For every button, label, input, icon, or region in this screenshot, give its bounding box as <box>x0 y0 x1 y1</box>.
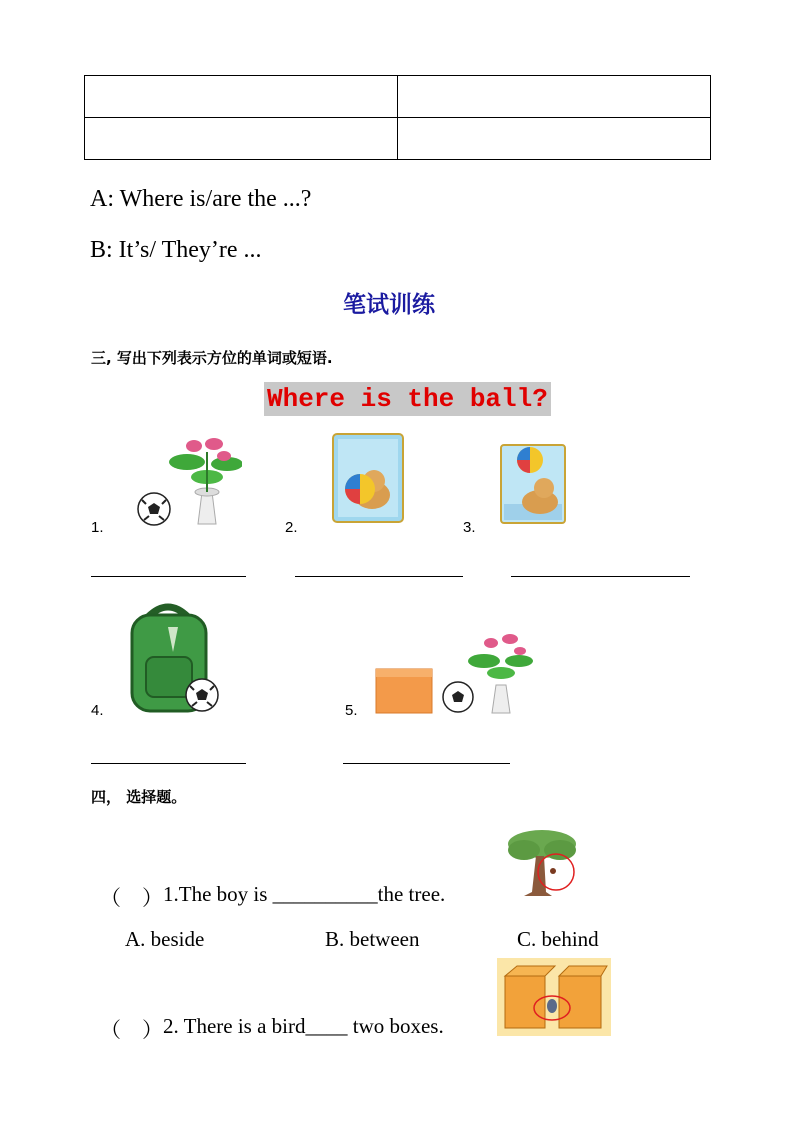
part3-heading: 三, 写出下列表示方位的单词或短语. <box>91 349 333 367</box>
ball-banner: Where is the ball? <box>264 382 551 416</box>
boy-icon <box>550 868 556 874</box>
item-number-3: 3. <box>463 519 476 536</box>
q2-text: 2. There is a bird____ two boxes. <box>163 1014 444 1038</box>
plant-icon <box>468 634 533 713</box>
answer-line-2[interactable] <box>295 576 463 577</box>
dialog-line-b: B: It’s/ They’re ... <box>90 237 262 263</box>
item-number-4: 4. <box>91 702 104 719</box>
table-row <box>85 118 711 160</box>
q2-paren[interactable]: （ ） <box>100 1018 163 1042</box>
box-icon <box>376 669 432 713</box>
tree-icon <box>508 830 576 896</box>
item-number-5: 5. <box>345 702 358 719</box>
answer-line-1[interactable] <box>91 576 246 577</box>
soccer-ball-icon <box>138 493 170 525</box>
ball-beside-plant-picture <box>132 432 242 528</box>
answer-line-5[interactable] <box>343 763 510 764</box>
ball-beside-backpack-picture <box>128 597 222 715</box>
table-row <box>85 76 711 118</box>
q1-option-c[interactable]: C. behind <box>517 927 599 951</box>
dialog-line-a: A: Where is/are the ...? <box>90 186 312 212</box>
q1-text: 1.The boy is __________the tree. <box>163 882 446 906</box>
plant-icon <box>169 438 242 524</box>
soccer-ball-icon <box>186 679 218 711</box>
q1-option-a[interactable]: A. beside <box>125 927 205 951</box>
q1-option-b[interactable]: B. between <box>325 927 420 951</box>
bird-between-boxes-picture <box>497 958 611 1036</box>
table-cell <box>398 76 711 118</box>
ball-between-box-and-plant-picture <box>374 627 536 717</box>
section-title: 笔试训练 <box>343 292 435 318</box>
ball-in-front-of-dog-picture <box>332 433 404 523</box>
bird-icon <box>547 999 557 1013</box>
answer-table <box>84 75 711 160</box>
beach-ball-icon <box>345 474 375 504</box>
box-icon <box>559 966 607 1028</box>
answer-line-3[interactable] <box>511 576 690 577</box>
item-number-2: 2. <box>285 519 298 536</box>
boy-behind-tree-picture <box>504 826 580 898</box>
answer-line-4[interactable] <box>91 763 246 764</box>
q1-paren[interactable]: （ ） <box>100 886 163 910</box>
ball-above-dog-picture <box>500 444 566 524</box>
part4-heading: 四， 选择题。 <box>91 788 187 806</box>
item-number-1: 1. <box>91 519 104 536</box>
beach-ball-icon <box>517 447 543 473</box>
table-cell <box>85 118 398 160</box>
table-cell <box>85 76 398 118</box>
soccer-ball-icon <box>443 682 473 712</box>
table-cell <box>398 118 711 160</box>
